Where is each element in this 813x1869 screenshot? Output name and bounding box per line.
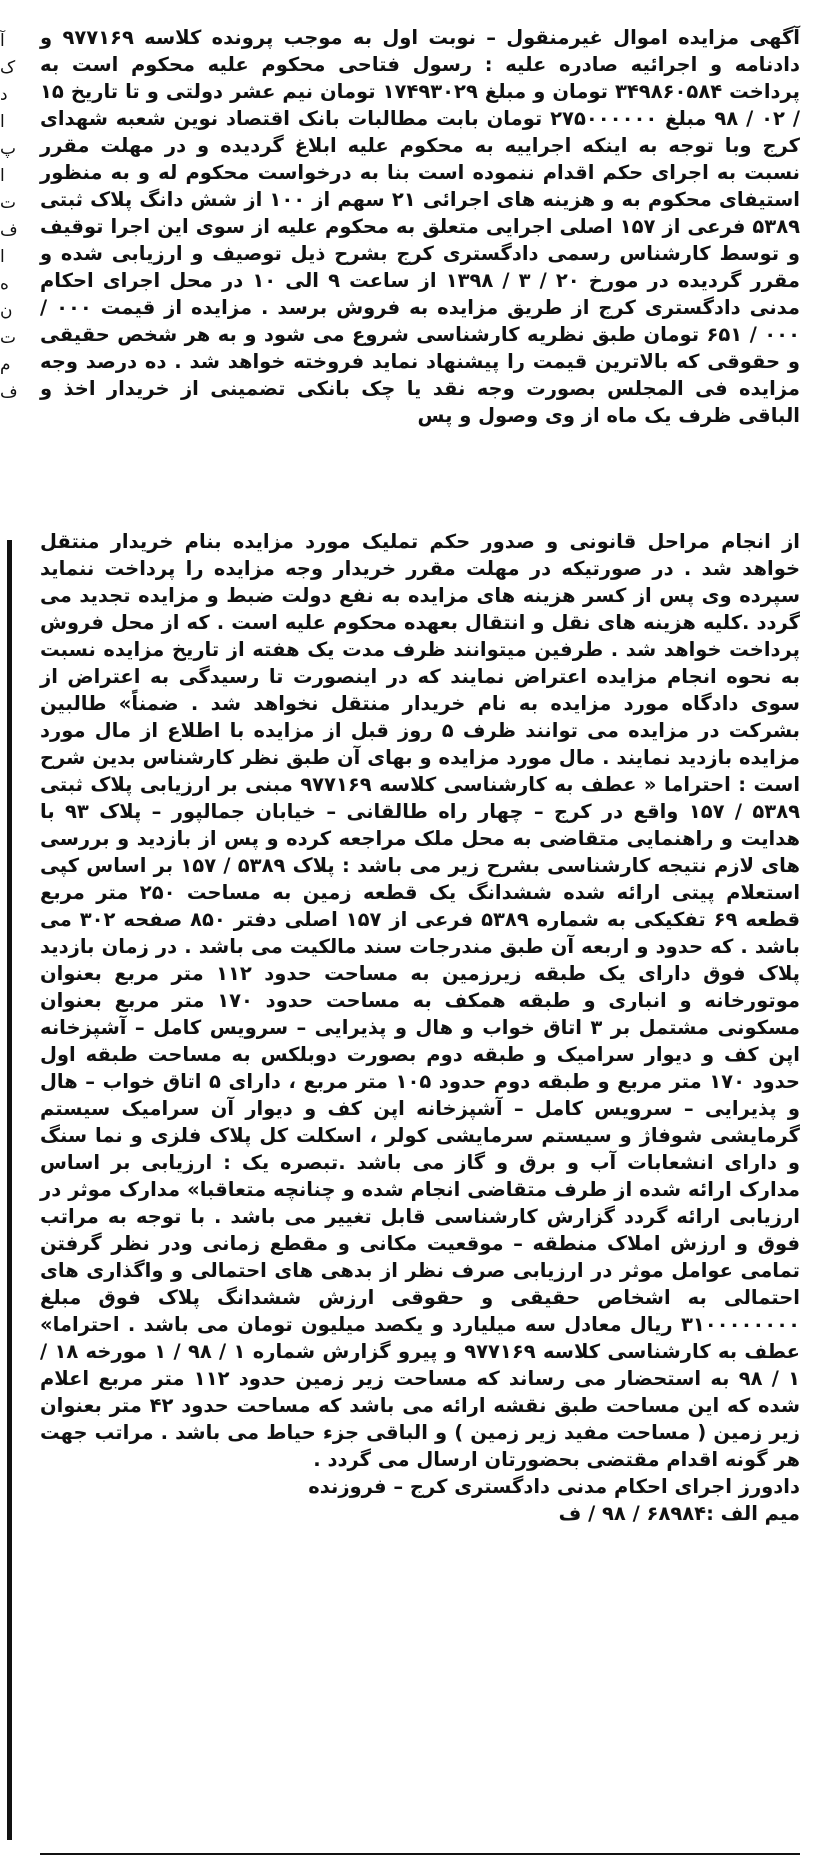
notice-body-part-1: آگهی مزایده اموال غیرمنقول – نوبت اول به موجب پرونده کلاسه ۹۷۷۱۶۹ و دادنامه و اجرائیه صادره علیه : رسول فتاحی محکوم علیه محکوم است به پرداخت ۳۴۹۸۶۰۵۸۴ تومان و مبلغ ۱۷۴۹۳۰۲۹ تومان نیم عشر دولتی و تا تاریخ ۱۵ / ۰۲ / ۹۸ مبلغ ۲۷۵۰۰۰۰۰۰ تومان بابت مطالبات بانک اقتصاد نوین شعبه شهدای کرج وبا توجه به اینکه اجراییه به محکوم علیه ابلاغ گردیده و در مهلت مقرر نسبت به اجرای حکم اقدام ننموده است بنا به درخواست محکوم له و به منظور استیفای محکوم به و هزینه های اجرائی ۲۱ سهم از ۱۰۰ از شش دانگ پلاک ثبتی ۵۳۸۹ فرعی از ۱۵۷ اصلی اجرایی متعلق به محکوم علیه از سوی این اجرا توقیف و توسط کارشناس رسمی دادگستری کرج بشرح ذیل توصیف و ارزیابی شده و مقرر گردیده در مورخ ۲۰ / ۳ / ۱۳۹۸ از ساعت ۹ الی ۱۰ در محل اجرای احکام مدنی دادگستری کرج از طریق مزایده به فروش برسد . مزایده از قیمت ۰۰۰ / ۰۰۰ / ۶۵۱ تومان طبق نظریه کارشناسی شروع می شود و به هر شخص حقیقی و حقوقی که بالاترین قیمت را پیشنهاد نماید فروخته خواهد شد . ده درصد وجه مزایده فی المجلس بصورت وجه نقد یا چک بانکی تضمینی از خریدار اخذ و الباقی ظرف یک ماه از وی وصول و پس <box>40 26 801 427</box>
notice-signature: دادورز اجرای احکام مدنی دادگستری کرج – فروزنده <box>308 1475 800 1498</box>
clip-char: د <box>0 85 8 105</box>
clip-char: ک <box>0 58 16 78</box>
notice-code: میم الف :۶۸۹۸۴ / ۹۸ / ف <box>558 1502 800 1525</box>
clip-char: ن <box>0 301 13 321</box>
bottom-rule <box>40 1853 800 1855</box>
clip-char: پ <box>0 139 17 159</box>
clip-char: آ <box>0 31 5 51</box>
clip-char: ف <box>0 382 18 402</box>
clip-char: م <box>0 355 11 375</box>
clip-char: ا <box>0 166 5 186</box>
clip-char: ا <box>0 247 5 267</box>
clip-char: ف <box>0 220 18 240</box>
notice-column-2 <box>40 528 800 1848</box>
column-divider <box>7 540 12 1840</box>
notice-body-part-2: از انجام مراحل قانونی و صدور حکم تملیک مورد مزایده بنام خریدار منتقل خواهد شد . در صورتیکه در مهلت مقرر خریدار وجه مزایده را پرداخت ننماید سپرده وی پس از کسر هزینه های مزایده به نفع دولت ضبط و مزایده تجدید می گردد .کلیه هزینه های نقل و انتقال بعهده محکوم علیه است . که از محل فروش پرداخت خواهد شد . طرفین میتوانند ظرف مدت یک هفته از تاریخ مزایده نسبت به نحوه انجام مزایده اعتراض نمایند که در اینصورت تا رسیدگی به اعتراض از سوی دادگاه مورد مزایده به نام خریدار منتقل نخواهد شد . ضمناً» طالبین بشرکت در مزایده می توانند ظرف ۵ روز قبل از مزایده با اطلاع از مال مورد مزایده بازدید نمایند . مال مورد مزایده و بهای آن طبق نظر کارشناس بدین شرح است : احتراما « عطف به کارشناسی کلاسه ۹۷۷۱۶۹ مبنی بر ارزیابی پلاک ثبتی ۵۳۸۹ / ۱۵۷ واقع در کرج – چهار راه طالقانی – خیابان جمالپور – پلاک ۹۳ با هدایت و راهنمایی متقاضی به محل ملک مراجعه کرده و پس از بازدید و بررسی های لازم نتیجه کارشناسی بشرح زیر می باشد : پلاک ۵۳۸۹ / ۱۵۷ بر اساس کپی استعلام پیتی ارائه شده ششدانگ یک قطعه زمین به مساحت ۲۵۰ متر مربع قطعه ۶۹ تفکیکی به شماره ۵۳۸۹ فرعی از ۱۵۷ اصلی دفتر ۸۵۰ صفحه ۳۰۲ می باشد . که حدود و اربعه آن طبق مندرجات سند مالکیت می باشد . در زمان بازدید پلاک فوق دارای یک طبقه زیرزمین به مساحت حدود ۱۱۲ متر مربع بعنوان موتورخانه و انباری و طبقه همکف به مساحت حدود ۱۷۰ متر مربع بعنوان مسکونی مشتمل بر ۳ اتاق خواب و هال و پذیرایی – سرویس کامل – آشپزخانه اپن کف و دیوار سرامیک و طبقه دوم بصورت دوبلکس به مساحت طبقه اول حدود ۱۷۰ متر مربع و طبقه دوم حدود ۱۰۵ متر مربع ، دارای ۵ اتاق خواب – هال و پذیرایی – سرویس کامل – آشپزخانه اپن کف و دیوار آن سرامیک سیستم گرمایشی شوفاژ و سیستم سرمایشی کولر ، اسکلت کل پلاک فلزی و نما سنگ و دارای انشعابات آب و برق و گاز می باشد .تبصره یک : ارزیابی بر اساس مدارک ارائه شده از طرف متقاضی انجام شده و چنانچه متعاقبا» مدارک موثر در ارزیابی ارائه گردد گزارش کارشناسی قابل تغییر می باشد . با توجه به مراتب فوق و ارزش املاک منطقه – موقعیت مکانی و مقطع زمانی ودر نظر گرفتن تمامی عوامل موثر در ارزیابی صرف نظر از بدهی های احتمالی و واگذاری های احتمالی به اشخاص حقیقی و حقوقی ارزش ششدانگ پلاک فوق مبلغ ۳۱۰۰۰۰۰۰۰۰ ریال معادل سه میلیارد و یکصد میلیون تومان می باشد . احتراما» عطف به کارشناسی کلاسه ۹۷۷۱۶۹ و پیرو گزارش شماره ۱ / ۹۸ / ۱ مورخه ۱۸ / ۱ / ۹۸ به استحضار می رساند که مساحت زیر زمین حدود ۱۱۲ متر مربع اعلام شده که این مساحت طبق نقشه ارائه می باشد که مساحت حدود ۴۲ متر بعنوان زیر زمین ( مساحت مفید زیر زمین ) و الباقی جزء حیاط می باشد . مراتب جهت هر گونه اقدام مقتضی بحضورتان ارسال می گردد . <box>40 530 801 1471</box>
clip-char: ا <box>0 112 5 132</box>
adjacent-column-clip <box>0 28 18 508</box>
notice-column-1 <box>40 24 800 494</box>
clip-char: ت <box>0 328 17 348</box>
clip-char: ه <box>0 274 9 294</box>
clip-char: ت <box>0 193 17 213</box>
